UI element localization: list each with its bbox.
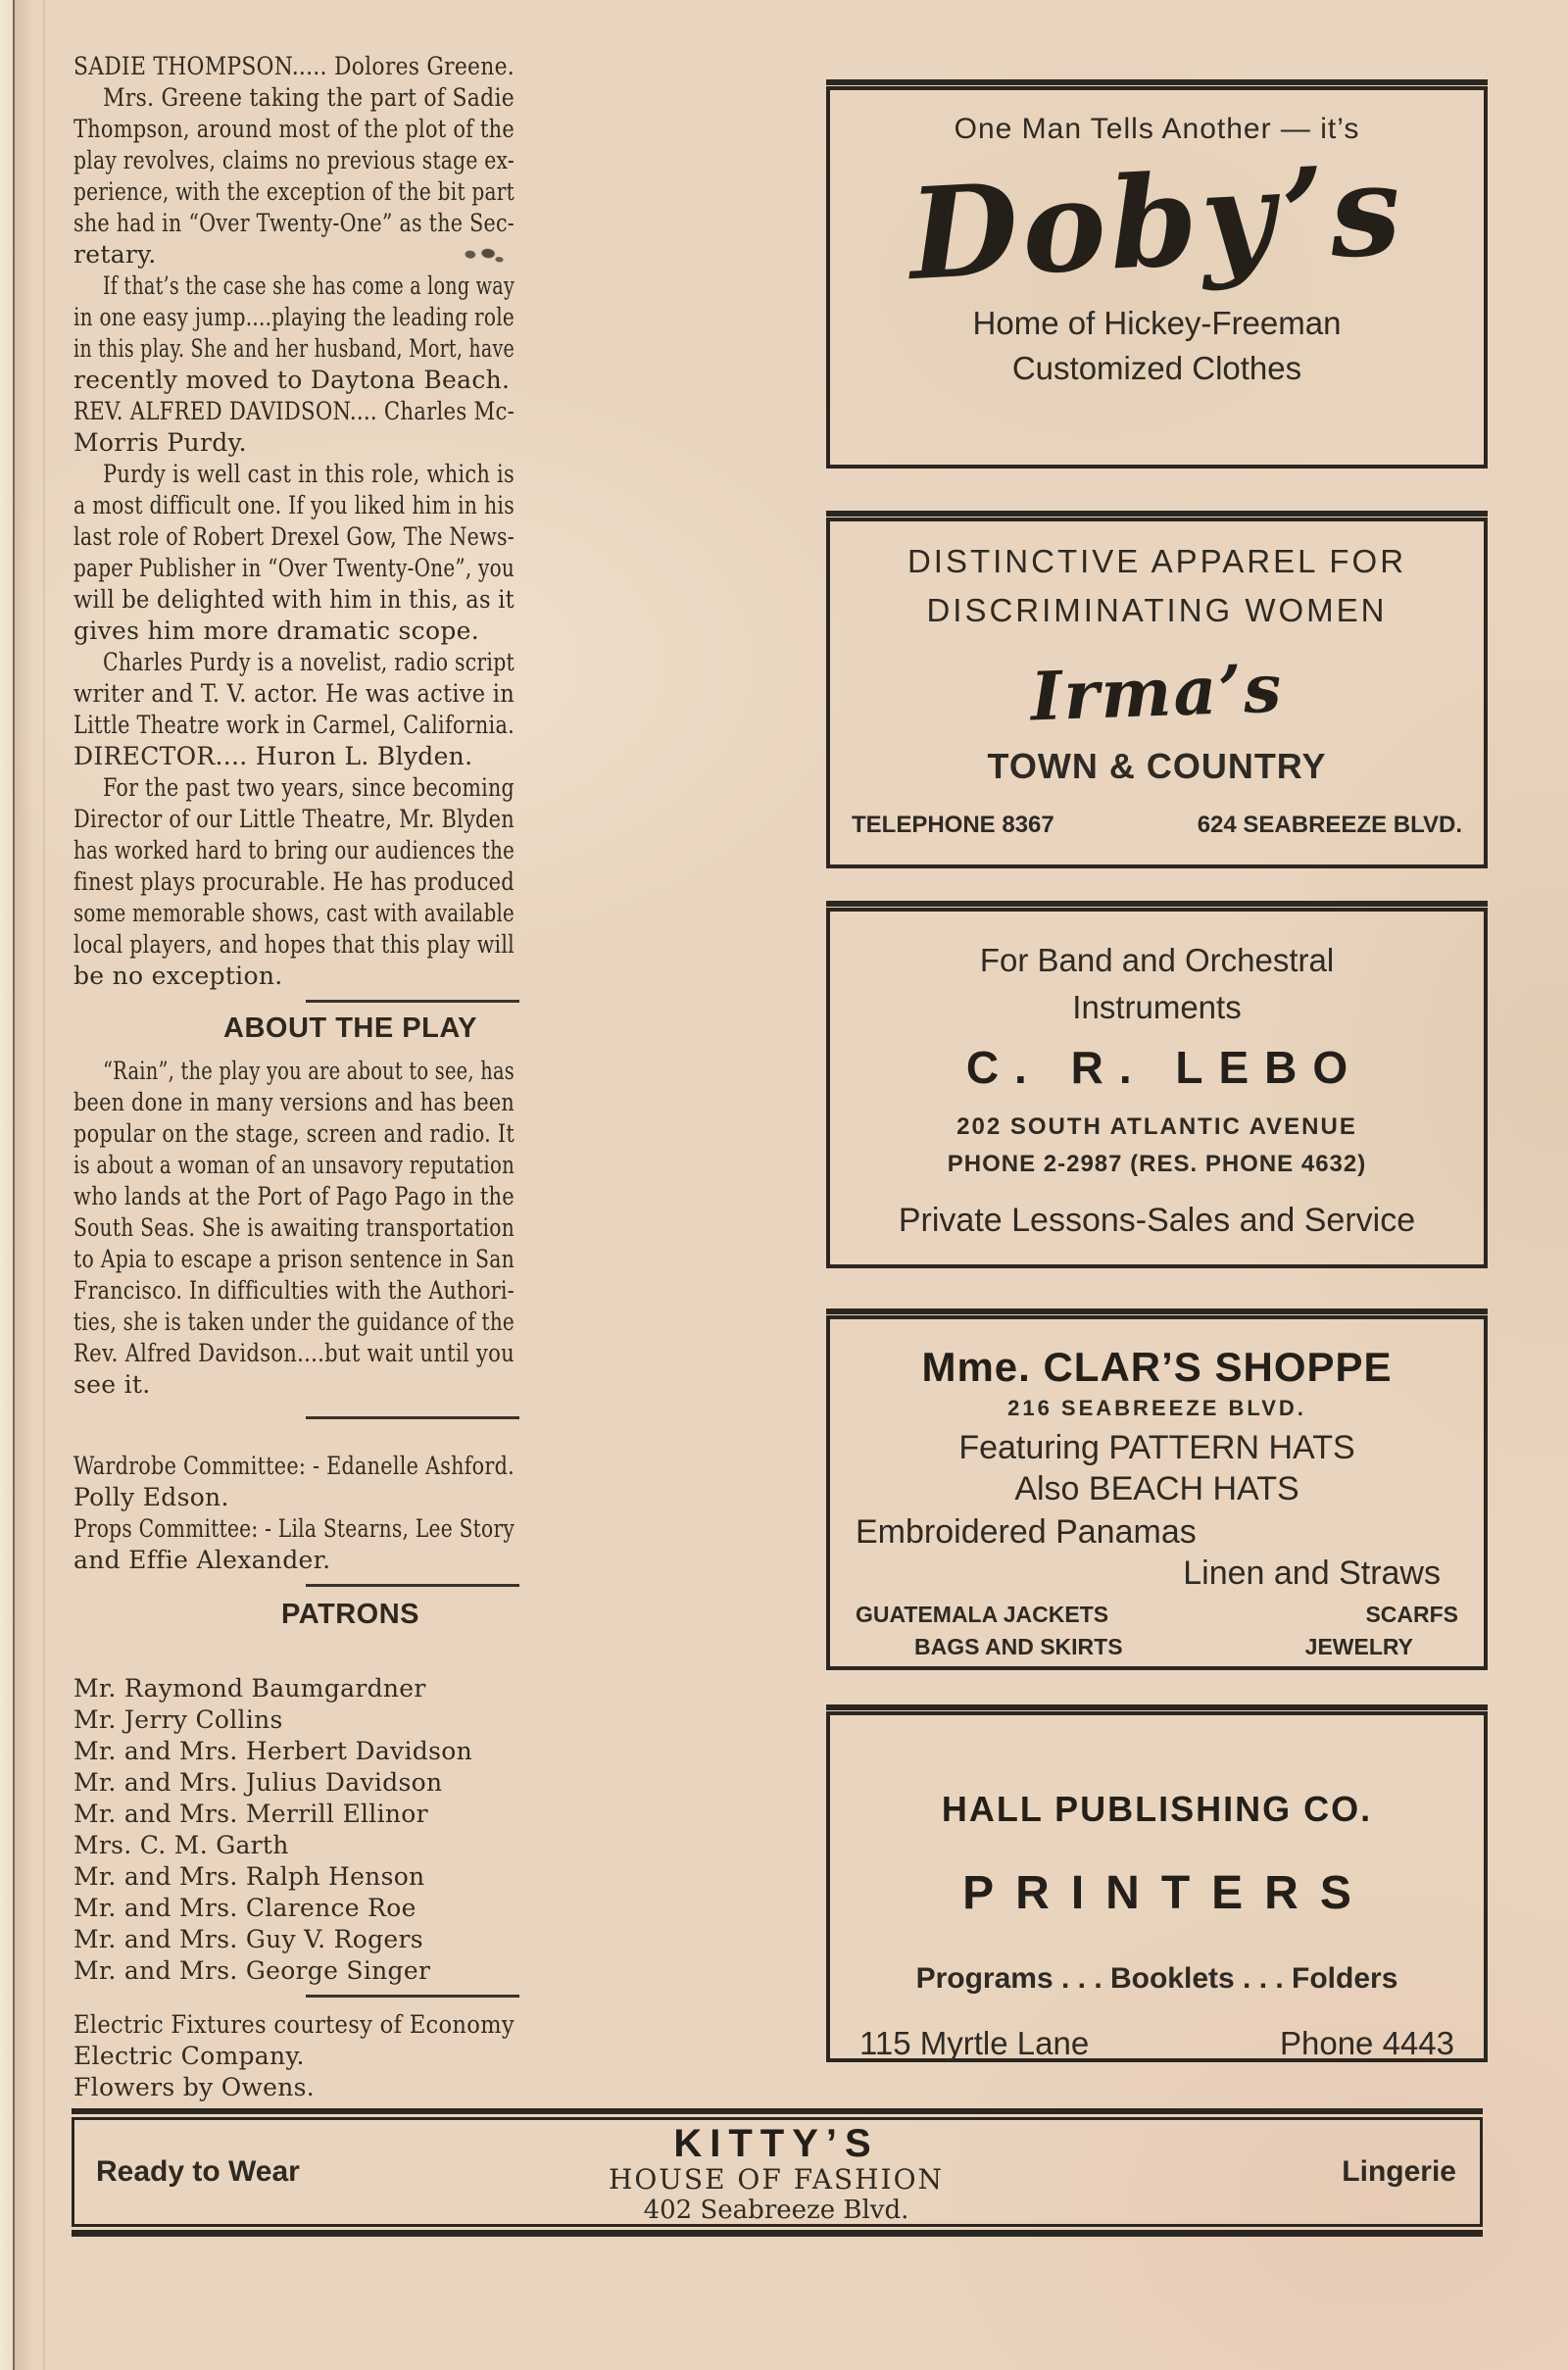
text-line: in this play. She and her husband, Mort, have xyxy=(74,334,514,363)
cast-director xyxy=(74,741,514,772)
section-heading: PATRONS xyxy=(281,1599,419,1630)
rule-1 xyxy=(306,1000,519,1003)
lebo-address: 202 SOUTH ATLANTIC AVENUE xyxy=(956,1113,1357,1140)
page-edge-shadow xyxy=(15,0,34,2370)
text-line: will be delighted with him in this, as it xyxy=(74,585,514,614)
ink-smudge xyxy=(460,242,507,267)
kittys-left-label: Ready to Wear xyxy=(96,2155,300,2188)
text-line: REV. ALFRED DAVIDSON.... Charles Mc- xyxy=(74,397,514,425)
text-line: ties, she is taken under the guidance of the xyxy=(74,1308,514,1336)
text-line: Electric Fixtures courtesy of Economy xyxy=(74,2010,514,2039)
kittys-right-label: Lingerie xyxy=(1342,2155,1456,2188)
text-line: Mr. and Mrs. Julius Davidson xyxy=(74,1768,443,1797)
patrons-list xyxy=(74,1673,514,1987)
para-flowers xyxy=(74,2072,514,2103)
clars-feature1: Featuring PATTERN HATS xyxy=(958,1429,1355,1466)
irmas-logo: Irma’s xyxy=(1029,649,1285,737)
irmas-line2: DISCRIMINATING WOMEN xyxy=(926,592,1388,628)
text-line: Director of our Little Theatre, Mr. Blyden xyxy=(74,805,514,833)
text-line: last role of Robert Drexel Gow, The News- xyxy=(74,522,514,551)
para-props xyxy=(74,1513,514,1576)
text-line: DIRECTOR.... Huron L. Blyden. xyxy=(74,742,473,770)
kittys-ad xyxy=(72,2117,1483,2227)
text-line: Mrs. Greene taking the part of Sadie xyxy=(103,83,514,112)
text-line: has worked hard to bring our audiences the xyxy=(74,836,514,864)
page-crease xyxy=(43,0,45,2370)
text-line: Morris Purdy. xyxy=(74,428,247,457)
text-line: she had in “Over Twenty-One” as the Sec- xyxy=(74,209,514,237)
para-electric xyxy=(74,2009,514,2072)
clars-col-left2: BAGS AND SKIRTS xyxy=(914,1634,1123,1659)
para-greene xyxy=(74,82,514,271)
text-line: Electric Company. xyxy=(74,2042,305,2070)
text-line: Mr. and Mrs. Clarence Roe xyxy=(74,1894,416,1922)
text-line: Mr. and Mrs. Ralph Henson xyxy=(74,1862,425,1891)
lebo-line1: For Band and Orchestral xyxy=(979,942,1335,978)
kittys-name: KITTY’S xyxy=(673,2122,879,2165)
irmas-subname: TOWN & COUNTRY xyxy=(987,746,1327,786)
para-director-bio xyxy=(74,772,514,992)
text-line: recently moved to Daytona Beach. xyxy=(74,366,511,394)
section-heading: ABOUT THE PLAY xyxy=(223,1012,477,1044)
irmas-telephone: TELEPHONE 8367 xyxy=(852,812,1054,838)
text-line: a most difficult one. If you liked him in his xyxy=(74,491,514,519)
text-line: Mr. Raymond Baumgardner xyxy=(74,1674,426,1703)
clars-feature4: Linen and Straws xyxy=(1183,1555,1441,1592)
lebo-line2: Instruments xyxy=(1072,989,1242,1025)
cast-sadie xyxy=(74,51,514,82)
clars-col-left1: GUATEMALA JACKETS xyxy=(856,1602,1109,1627)
dobys-line2: Customized Clothes xyxy=(1011,350,1302,386)
text-line: local players, and hopes that this play will xyxy=(74,930,514,959)
text-line: be no exception. xyxy=(74,962,283,990)
cast-davidson xyxy=(74,396,514,459)
text-line: Wardrobe Committee: - Edanelle Ashford. xyxy=(74,1452,514,1480)
text-line: perience, with the exception of the bit part xyxy=(74,177,514,206)
text-line: Mrs. C. M. Garth xyxy=(74,1831,289,1859)
kittys-line1: HOUSE OF FASHION xyxy=(608,2163,945,2196)
text-line: some memorable shows, cast with available xyxy=(74,899,514,927)
dobys-tagline: One Man Tells Another — it’s xyxy=(954,113,1360,145)
clars-address: 216 SEABREEZE BLVD. xyxy=(1007,1396,1306,1420)
text-line: to Apia to escape a prison sentence in San xyxy=(74,1245,514,1273)
para-purdy-role xyxy=(74,459,514,647)
text-line: finest plays procurable. He has produced xyxy=(74,867,514,896)
text-line: Mr. Jerry Collins xyxy=(74,1705,283,1734)
text-line: see it. xyxy=(74,1370,151,1399)
para-about-rain xyxy=(74,1056,514,1401)
page-edge xyxy=(0,0,15,2370)
para-jump xyxy=(74,271,514,396)
dobys-ad xyxy=(826,86,1488,469)
irmas-line1: DISTINCTIVE APPAREL FOR xyxy=(906,543,1407,579)
text-line: Charles Purdy is a novelist, radio script xyxy=(103,648,514,676)
text-line: in one easy jump....playing the leading role xyxy=(74,303,514,331)
dobys-line1: Home of Hickey-Freeman xyxy=(972,305,1342,341)
para-wardrobe xyxy=(74,1451,514,1513)
text-line: gives him more dramatic scope. xyxy=(74,617,479,645)
text-line: and Effie Alexander. xyxy=(74,1546,331,1574)
hall-name: HALL PUBLISHING CO. xyxy=(941,1789,1373,1829)
text-line: South Seas. She is awaiting transportation xyxy=(74,1213,514,1242)
editorial-column xyxy=(74,51,514,2103)
text-line: Thompson, around most of the plot of the xyxy=(74,115,514,143)
heading-patrons xyxy=(186,1595,514,1634)
text-line: paper Publisher in “Over Twenty-One”, you xyxy=(74,554,514,582)
text-line: Purdy is well cast in this role, which is xyxy=(103,460,514,488)
hall-title: PRINTERS xyxy=(962,1867,1373,1919)
clars-name: Mme. CLAR’S SHOPPE xyxy=(921,1344,1393,1390)
lebo-name: C. R. LEBO xyxy=(965,1042,1364,1093)
dobys-logo: Doby’s xyxy=(906,135,1408,310)
lebo-phone: PHONE 2-2987 (RES. PHONE 4632) xyxy=(947,1151,1367,1177)
text-line: If that’s the case she has come a long way xyxy=(103,272,514,300)
text-line: Flowers by Owens. xyxy=(74,2073,316,2101)
text-line: Props Committee: - Lila Stearns, Lee Story xyxy=(74,1514,514,1543)
text-line: Polly Edson. xyxy=(74,1483,229,1511)
text-line: is about a woman of an unsavory reputation xyxy=(74,1151,514,1179)
hall-address: 115 Myrtle Lane xyxy=(859,2025,1090,2061)
irmas-ad xyxy=(826,518,1488,868)
lebo-footer: Private Lessons-Sales and Service xyxy=(898,1202,1416,1239)
text-line: Mr. and Mrs. Herbert Davidson xyxy=(74,1737,472,1765)
text-line: been done in many versions and has been xyxy=(74,1088,514,1116)
clars-col-right1: SCARFS xyxy=(1365,1602,1458,1627)
hall-phone: Phone 4443 xyxy=(1279,2025,1454,2061)
text-line: Francisco. In difficulties with the Authori- xyxy=(74,1276,514,1305)
text-line: writer and T. V. actor. He was active in xyxy=(74,679,514,708)
text-line: Mr. and Mrs. Merrill Ellinor xyxy=(74,1800,428,1828)
lebo-ad xyxy=(826,908,1488,1268)
text-line: For the past two years, since becoming xyxy=(103,773,514,802)
heading-about xyxy=(186,1009,514,1048)
text-line: “Rain”, the play you are about to see, has xyxy=(103,1057,514,1085)
clars-feature2: Also BEACH HATS xyxy=(1014,1470,1299,1507)
rule-4 xyxy=(306,1995,519,1998)
text-line: who lands at the Port of Pago Pago in the xyxy=(74,1182,514,1210)
kittys-line2: 402 Seabreeze Blvd. xyxy=(643,2196,909,2225)
irmas-address: 624 SEABREEZE BLVD. xyxy=(1197,812,1462,838)
text-line: play revolves, claims no previous stage ex- xyxy=(74,146,514,174)
clars-col-right2: JEWELRY xyxy=(1304,1634,1413,1659)
text-line: Little Theatre work in Carmel, California. xyxy=(74,711,514,739)
text-line: Mr. and Mrs. Guy V. Rogers xyxy=(74,1925,423,1953)
para-purdy-bio xyxy=(74,647,514,741)
hall-services: Programs . . . Booklets . . . Folders xyxy=(915,1962,1398,1995)
rule-3 xyxy=(306,1584,519,1587)
text-line: popular on the stage, screen and radio. It xyxy=(74,1119,514,1148)
text-line: Rev. Alfred Davidson....but wait until you xyxy=(74,1339,514,1367)
text-line: retary. xyxy=(74,239,514,271)
text-line: SADIE THOMPSON..... Dolores Greene. xyxy=(74,52,514,80)
clars-feature3: Embroidered Panamas xyxy=(856,1513,1197,1551)
text-line: Mr. and Mrs. George Singer xyxy=(74,1956,431,1985)
hall-publishing-ad xyxy=(826,1711,1488,2062)
rule-2 xyxy=(306,1416,519,1419)
clars-ad xyxy=(826,1315,1488,1670)
